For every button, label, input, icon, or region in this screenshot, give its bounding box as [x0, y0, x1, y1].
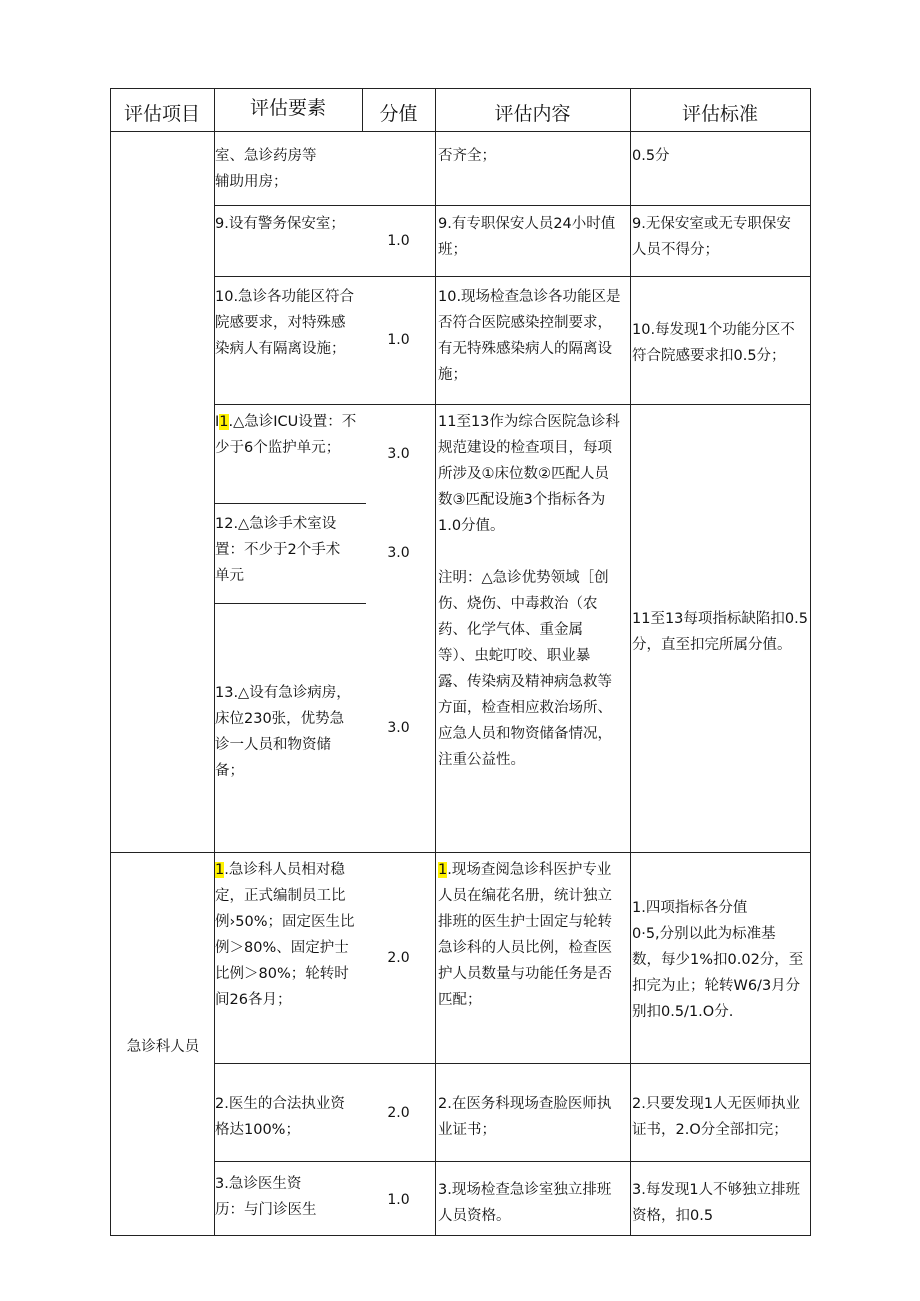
- row1-standard: 9.无保安室或无专职保安 人员不得分；: [632, 216, 791, 258]
- header-assessment-content: 评估内容: [494, 103, 571, 125]
- row-divider-1: [214, 205, 811, 206]
- row5-score: 3.0: [387, 720, 410, 736]
- row2-standard: 10.每发现1个功能分区不 符合院感要求扣0.5分；: [632, 322, 795, 364]
- merged-note: 注明：△急诊优势领域［创 伤、烧伤、中毒救治（农 药、化学气体、重金属 等）、虫蛇叮咬、职业暴 露、传染病及精神病急救等 方面，检查相应救治场所、 应急人员和物资储备情况， 注重公益性。: [438, 570, 612, 768]
- header-divider: [110, 131, 811, 132]
- row-divider-5: [214, 603, 366, 604]
- s2-row2-element: 3.急诊医生资 历：与门诊医生: [215, 1176, 317, 1218]
- s2-row0-element: [215, 857, 361, 1013]
- row-divider-7: [214, 1063, 811, 1064]
- section-divider: [110, 852, 811, 853]
- row0-standard: 0.5分: [632, 148, 670, 164]
- header-assessment-item: 评估项目: [123, 103, 200, 125]
- row0-content: 否齐全；: [438, 148, 496, 164]
- row3-score: 3.0: [387, 446, 410, 462]
- s2-row2-standard: 3.每发现1人不够独立排班 资格，扣0.5: [632, 1182, 801, 1224]
- section2-item: 急诊科人员: [126, 1039, 200, 1055]
- s2-row1-element: 2.医生的合法执业资 格达100%；: [215, 1096, 345, 1138]
- s2-row1-content: 2.在医务科现场查脸医师执 业证书；: [438, 1096, 612, 1138]
- row2-score: 1.0: [387, 332, 410, 348]
- row5-element: 13.△设有急诊病房， 床位230张，优势急 诊一人员和物资储 备；: [215, 685, 351, 779]
- merged-content: 11至13作为综合医院急诊科 规范建设的检查项目，每项 所涉及①床位数②匹配人员 数③匹配设施3个指标各为 1.0分值。: [438, 414, 620, 534]
- row4-score: 3.0: [387, 545, 410, 561]
- header-assessment-standard: 评估标准: [681, 103, 758, 125]
- s2-row0-content: [438, 857, 628, 1013]
- s2-row0-element-text: .急诊科人员相对稳 定，正式编制员工比 例›50%；固定医生比 例＞80%、固定护士 比例＞80%；轮转时 间26各月；: [215, 862, 355, 1008]
- header-assessment-element: 评估要素: [249, 97, 326, 119]
- s2-row2-score: 1.0: [387, 1192, 410, 1208]
- row-divider-2: [214, 276, 811, 277]
- col-line-0: [110, 88, 111, 1236]
- row3-element-prefix: I: [215, 414, 220, 430]
- s2-row0-content-text: .现场查阅急诊科医护专业 人员在编花名册，统计独立 排班的医生护士固定与轮转 急诊科的人员比例，检查医 护人员数量与功能任务是否 匹配；: [438, 862, 612, 1008]
- row-divider-3: [214, 404, 811, 405]
- s2-row0-content-highlight: 1: [438, 862, 448, 878]
- header-score: 分值: [379, 103, 418, 125]
- s2-row0-element-highlight: 1: [215, 862, 225, 878]
- s2-row0-score: 2.0: [387, 950, 410, 966]
- row1-score: 1.0: [387, 233, 410, 249]
- row2-element: 10.急诊各功能区符合 院感要求，对特殊感 染病人有隔离设施；: [215, 289, 355, 357]
- s2-row0-standard: 1.四项指标各分值 0·5,分别以此为标准基 数，每少1%扣0.02分，至 扣完为止；轮转W6/3月分 别扣0.5/1.O分.: [632, 900, 804, 1020]
- row-divider-4: [214, 503, 366, 504]
- merged-standard: 11至13每项指标缺陷扣0.5 分，直至扣完所属分值。: [632, 611, 808, 653]
- row1-content: 9.有专职保安人员24小时值 班；: [438, 216, 616, 258]
- s2-row1-standard: 2.只要发现1人无医师执业 证书，2.O分全部扣完；: [632, 1096, 801, 1138]
- row3-element-text: .△急诊ICU设置：不 少于6个监护单元；: [215, 414, 357, 456]
- row3-element-highlight: 1: [219, 414, 229, 430]
- row1-element: 9.设有警务保安室；: [215, 216, 345, 232]
- s2-row1-score: 2.0: [387, 1105, 410, 1121]
- row4-element: 12.△急诊手术室设 置：不少于2个手术 单元: [215, 516, 341, 584]
- row0-element: 室、急诊药房等 辅助用房；: [215, 148, 317, 190]
- row3-element: [215, 409, 361, 461]
- table-border-top: [110, 88, 811, 89]
- row-divider-8: [214, 1161, 811, 1162]
- row2-content: 10.现场检查急诊各功能区是 否符合医院感染控制要求， 有无特殊感染病人的隔离设 施；: [438, 289, 621, 383]
- table-border-bottom: [110, 1235, 811, 1236]
- s2-row2-content: 3.现场检查急诊室独立排班 人员资格。: [438, 1182, 612, 1224]
